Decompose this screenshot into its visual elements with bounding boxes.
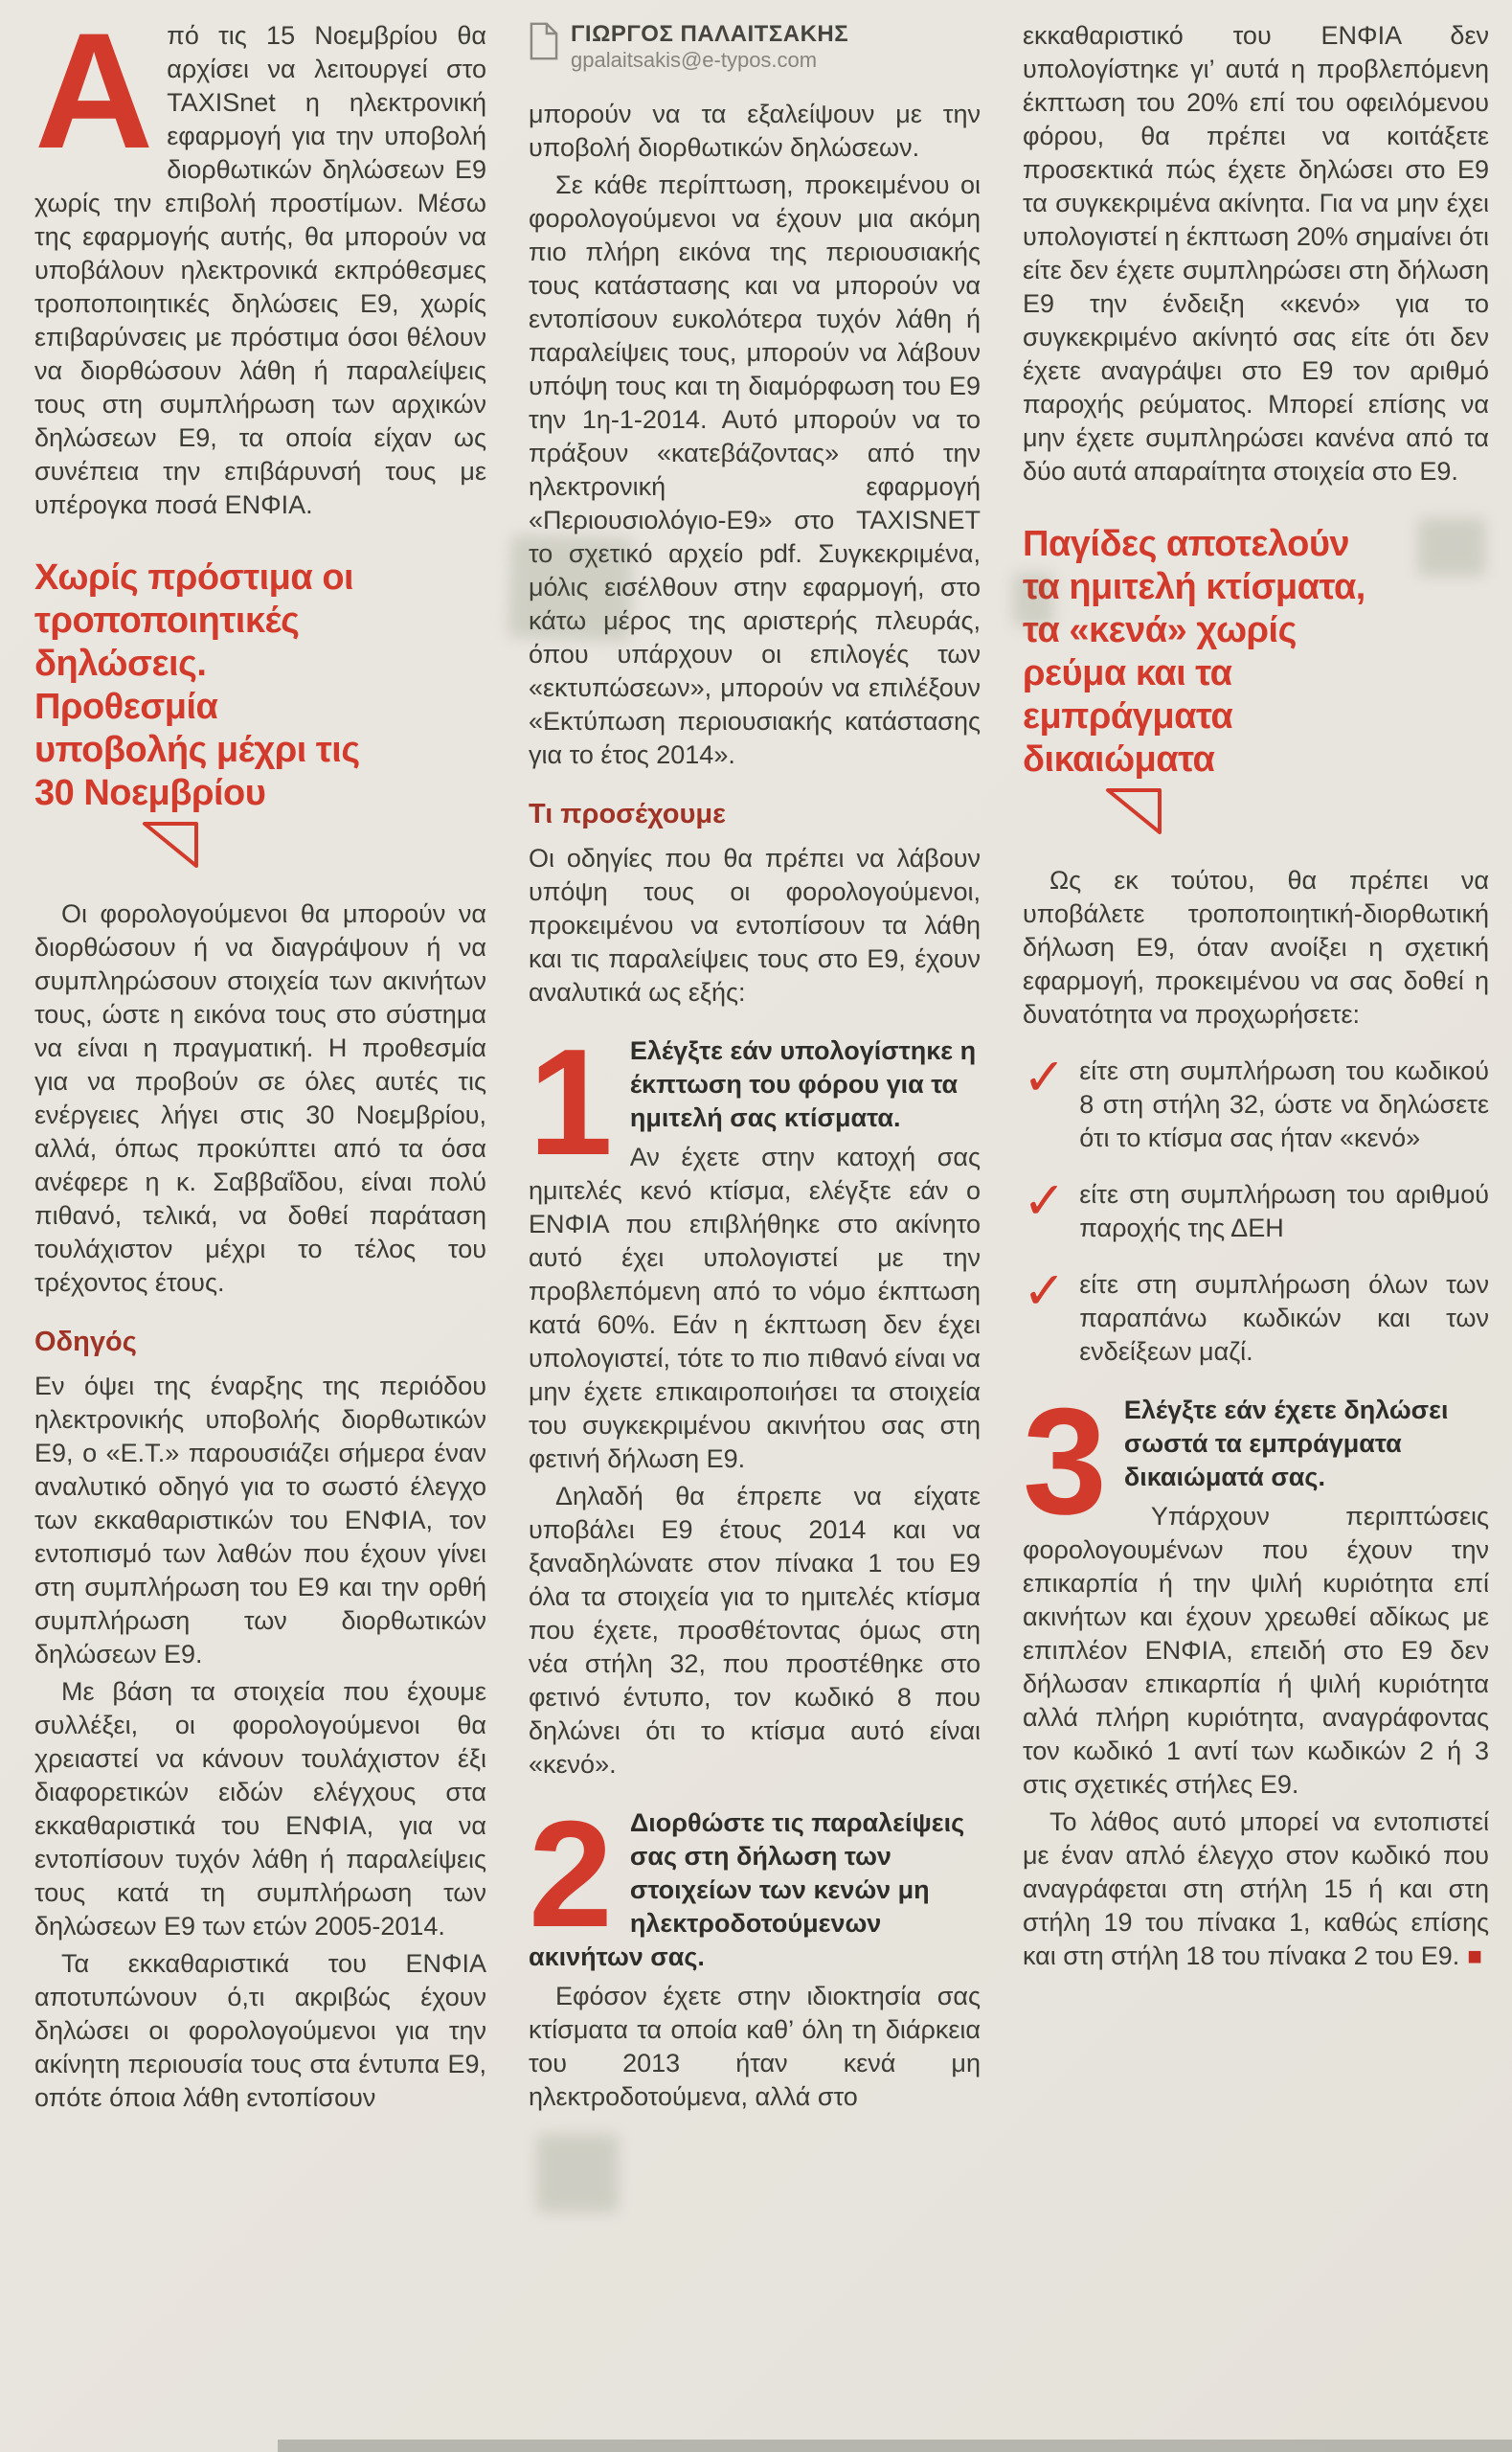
- item-heading-3: Ελέγξτε εάν έχετε δηλώσει σωστά τα εμπράγματα δικαιώματά σας.: [1123, 1396, 1449, 1491]
- column-2: [529, 19, 981, 2452]
- item-number-3: 3: [1023, 1377, 1107, 1546]
- paragraph: Υπάρχουν περιπτώσεις φορολογουμένων που έχουν την επικαρπία ή την ψιλή κυριότητα επί ακινήτων και έχουν χρεωθεί αδίκως με επιπλέον ΕΝΦΙΑ, επειδή στο Ε9 δεν δήλωσαν επικαρπία ή ψιλή κυριότητα αλλά πλήρη κυριότητα, αναγράφοντας τον κωδικό 1 αντί των κωδικών 2 ή 3 στις σχετικές στήλες Ε9.: [1023, 1502, 1489, 1799]
- paragraph: Ως εκ τούτου, θα πρέπει να υποβάλετε τροποποιητική-διορθωτική δήλωση Ε9, όταν ανοίξει η σχετική εφαρμογή, προκειμένου να σας δοθεί η δυνατότητα να προχωρήσετε:: [1023, 866, 1489, 1029]
- byline: [529, 21, 981, 73]
- check-list-item: [1023, 1262, 1489, 1369]
- numbered-item-3: [1023, 1377, 1489, 1973]
- paragraph: Σε κάθε περίπτωση, προκειμένου οι φορολογούμενοι να έχουν μια ακόμη πιο πλήρη εικόνα της περιουσιακής τους κατάστασης και να μπορούν να εντοπίσουν ευκολότερα τυχόν λάθη ή παραλείψεις τους, μπορούν να λάβουν υπόψη τους και τη διαμόρφωση του Ε9 την 1η-1-2014. Αυτό μπορούν να το πράξουν «κατεβάζοντας» από την ηλεκτρονική εφαρμογή «Περιουσιολόγιο-Ε9» στο TAXISNET το σχετικό αρχείο pdf. Συγκεκριμένα, μόλις εισέλθουν στην εφαρμογή, στο κάτω μέρος της αριστερής πλευράς, όπου υπάρχουν οι επιλογές των «εκτυπώσεων», μπορούν να επιλέξουν «Εκτύπωση περιουσιακής κατάστασης για το έτος 2014».: [529, 170, 981, 769]
- check-text: είτε στη συμπλήρωση του κωδικού 8 στη στήλη 32, ώστε να δηλώσετε ότι το κτίσμα σας ήταν «κενό»: [1079, 1056, 1489, 1152]
- check-text: είτε στη συμπλήρωση του αριθμού παροχής της ΔΕΗ: [1079, 1180, 1489, 1242]
- item-number-2: 2: [529, 1790, 613, 1959]
- pullquote-1: Χωρίς πρόστιμα οι τροποποιητικές δηλώσεις. Προθεσμία υποβολής μέχρι τις 30 Νοεμβρίου: [34, 557, 360, 813]
- lead-paragraph: [34, 0, 486, 522]
- check-icon: ✓: [1023, 1172, 1067, 1230]
- pullquote-2: Παγίδες αποτελούν τα ημιτελή κτίσματα, τα «κενά» χωρίς ρεύμα και τα εμπράγματα δικαιώματα: [1023, 524, 1365, 780]
- paragraph: Οι οδηγίες που θα πρέπει να λάβουν υπόψη τους οι φορολογούμενοι, προκειμένου να εντοπίσουν τα λάθη και τις παραλείψεις τους στο Ε9, έχουν αναλυτικά ως εξής:: [529, 844, 981, 1007]
- speech-tail-icon: [1105, 787, 1164, 837]
- scan-edge: [278, 2440, 1512, 2452]
- check-icon: ✓: [1023, 1262, 1067, 1320]
- paragraph: [1023, 1805, 1489, 1973]
- closing-text: Το λάθος αυτό μπορεί να εντοπιστεί με έναν απλό έλεγχο στον κωδικό που αναγράφεται στη στήλη 15 ή και στη στήλη 19 του πίνακα 1, καθώς επίσης και στη στήλη 18 του πίνακα 2 του Ε9.: [1023, 1807, 1489, 1970]
- item-number-1: 1: [529, 1018, 613, 1187]
- check-text: είτε στη συμπλήρωση όλων των παραπάνω κωδικών και των ενδείξεων μαζί.: [1079, 1270, 1489, 1366]
- paragraph: Τα εκκαθαριστικά του ΕΝΦΙΑ αποτυπώνουν ό,τι ακριβώς έχουν δηλώσει οι φορολογούμενοι για την ακίνητη περιουσία τους στα έντυπα Ε9, οπότε όποια λάθη εντοπίσουν: [34, 1949, 486, 2112]
- paragraph: Εν όψει της έναρξης της περιόδου ηλεκτρονικής υποβολής διορθωτικών Ε9, ο «Ε.Τ.» παρουσιάζει σήμερα έναν αναλυτικό οδηγό για το σωστό έλεγχο των εκκαθαριστικών του ΕΝΦΙΑ, τον εντοπισμό των λαθών που έχουν γίνει στη συμπλήρωση του Ε9 και την ορθή συμπλήρωση των διορθωτικών δηλώσεων Ε9.: [34, 1372, 486, 1669]
- numbered-item-1: [529, 1018, 981, 1782]
- paragraph: Δηλαδή θα έπρεπε να είχατε υποβάλει Ε9 έτους 2014 και να ξαναδηλώνατε στον πίνακα 1 του Ε9 όλα τα στοιχεία για το ημιτελές κτίσμα που έχετε, προσθέτοντας όμως στη νέα στήλη 32, που προστέθηκε στο φετινό έντυπο, τον κωδικό 8 που δηλώνει ότι το κτίσμα αυτό είναι «κενό».: [529, 1482, 981, 1779]
- speech-tail-icon: [142, 821, 201, 871]
- drop-cap: Α: [34, 0, 154, 183]
- paragraph: Εφόσον έχετε στην ιδιοκτησία σας κτίσματα τα οποία καθ’ όλη τη διάρκεια του 2013 ήταν κενά μη ηλεκτροδοτούμενα, αλλά στο: [529, 1982, 981, 2111]
- item-heading-2: Διορθώστε τις παραλείψεις σας στη δήλωση των στοιχείων των κενών μη ηλεκτροδοτούμενων ακινήτων σας.: [529, 1808, 965, 1971]
- page-icon: [529, 21, 559, 61]
- byline-text: [571, 21, 848, 73]
- subhead-odigos: Οδηγός: [34, 1327, 137, 1357]
- item-heading-1: Ελέγξτε εάν υπολογίστηκε η έκπτωση του φόρου για τα ημιτελή σας κτίσματα.: [629, 1036, 977, 1132]
- lead-text: πό τις 15 Νοεμβρίου θα αρχίσει να λειτουργεί στο TAXISnet η ηλεκτρονική εφαρμογή για την υποβολή διορθωτικών δηλώσεων Ε9 χωρίς την επιβολή προστίμων. Μέσω της εφαρμογής αυτής, θα μπορούν να υποβάλουν ηλεκτρονικά εκπρόθεσμες τροποποιητικές δηλώσεις Ε9, χωρίς επιβαρύνσεις με πρόστιμα όσοι θέλουν να διορθώσουν λάθη ή παραλείψεις τους στη συμπλήρωση των αρχικών δηλώσεων Ε9, τα οποία είχαν ως συνέπεια την επιβάρυνσή τους με υπέρογκα ποσά ΕΝΦΙΑ.: [34, 21, 486, 519]
- paragraph: Οι φορολογούμενοι θα μπορούν να διορθώσουν ή να διαγράψουν ή να συμπληρώσουν στοιχεία των ακινήτων τους, ώστε η εικόνα τους στο σύστημα να είναι η πραγματική. Η προθεσμία για να προβούν σε όλες αυτές τις ενέργειες λήγει στις 30 Νοεμβρίου, αλλά, όπως προκύπτει από τα όσα ανέφερε η κ. Σαββαΐδου, είναι πολύ πιθανό, τελικά, να δοθεί παράταση τουλάχιστον μέχρι το τέλος του τρέχοντος έτους.: [34, 899, 486, 1297]
- check-icon: ✓: [1023, 1049, 1067, 1106]
- paragraph: εκκαθαριστικό του ΕΝΦΙΑ δεν υπολογίστηκε γι’ αυτά η προβλεπόμενη έκπτωση του 20% επί του οφειλόμενου φόρου, θα πρέπει να κοιτάξετε προσεκτικά πώς έχετε δηλώσει στο Ε9 τα συγκεκριμένα ακίνητα. Για να μην έχει υπολογιστεί η έκπτωση 20% σημαίνει ότι είτε δεν έχετε συμπληρώσει στη δήλωση Ε9 την ένδειξη «κενό» για το συγκεκριμένο ακίνητό σας είτε ότι δεν έχετε αναγράψει στο Ε9 τον αριθμό παροχής ρεύματος. Μπορεί επίσης να μην έχετε συμπληρώσει κανένα από τα δύο αυτά απαραίτητα στοιχεία στο Ε9.: [1023, 21, 1489, 486]
- paragraph: Αν έχετε στην κατοχή σας ημιτελές κενό κτίσμα, ελέγξτε εάν ο ΕΝΦΙΑ που επιβλήθηκε στο ακίνητο αυτό έχει υπολογιστεί με την προβλεπόμενη από το νόμο έκπτωση κατά 60%. Εάν η έκπτωση δεν έχει υπολογιστεί, τότε το πιο πιθανό είναι να μην έχετε επικαιροποιήσει τα στοιχεία του συγκεκριμένου ακινήτου σας στη φετινή δήλωση Ε9.: [529, 1143, 981, 1473]
- column-3: [1023, 19, 1489, 2452]
- numbered-item-2: [529, 1790, 981, 2114]
- check-list-item: [1023, 1049, 1489, 1155]
- author-name: ΓΙΩΡΓΟΣ ΠΑΛΑΙΤΣΑΚΗΣ: [571, 21, 849, 47]
- check-list-item: [1023, 1172, 1489, 1245]
- column-1: [34, 0, 486, 2452]
- author-email: gpalaitsakis@e-typos.com: [571, 48, 818, 72]
- paragraph: μπορούν να τα εξαλείψουν με την υποβολή διορθωτικών δηλώσεων.: [529, 100, 981, 162]
- end-mark: ■: [1467, 1941, 1482, 1970]
- subhead-ti-prosexoume: Τι προσέχουμε: [529, 799, 726, 829]
- paragraph: Με βάση τα στοιχεία που έχουμε συλλέξει, οι φορολογούμενοι θα χρειαστεί να κάνουν τουλάχιστον έξι διαφορετικών ειδών ελέγχους στα εκκαθαριστικά του ΕΝΦΙΑ, για να εντοπίσουν τυχόν λάθη ή παραλείψεις τους κατά τη συμπλήρωση των δηλώσεων Ε9 των ετών 2005-2014.: [34, 1677, 486, 1941]
